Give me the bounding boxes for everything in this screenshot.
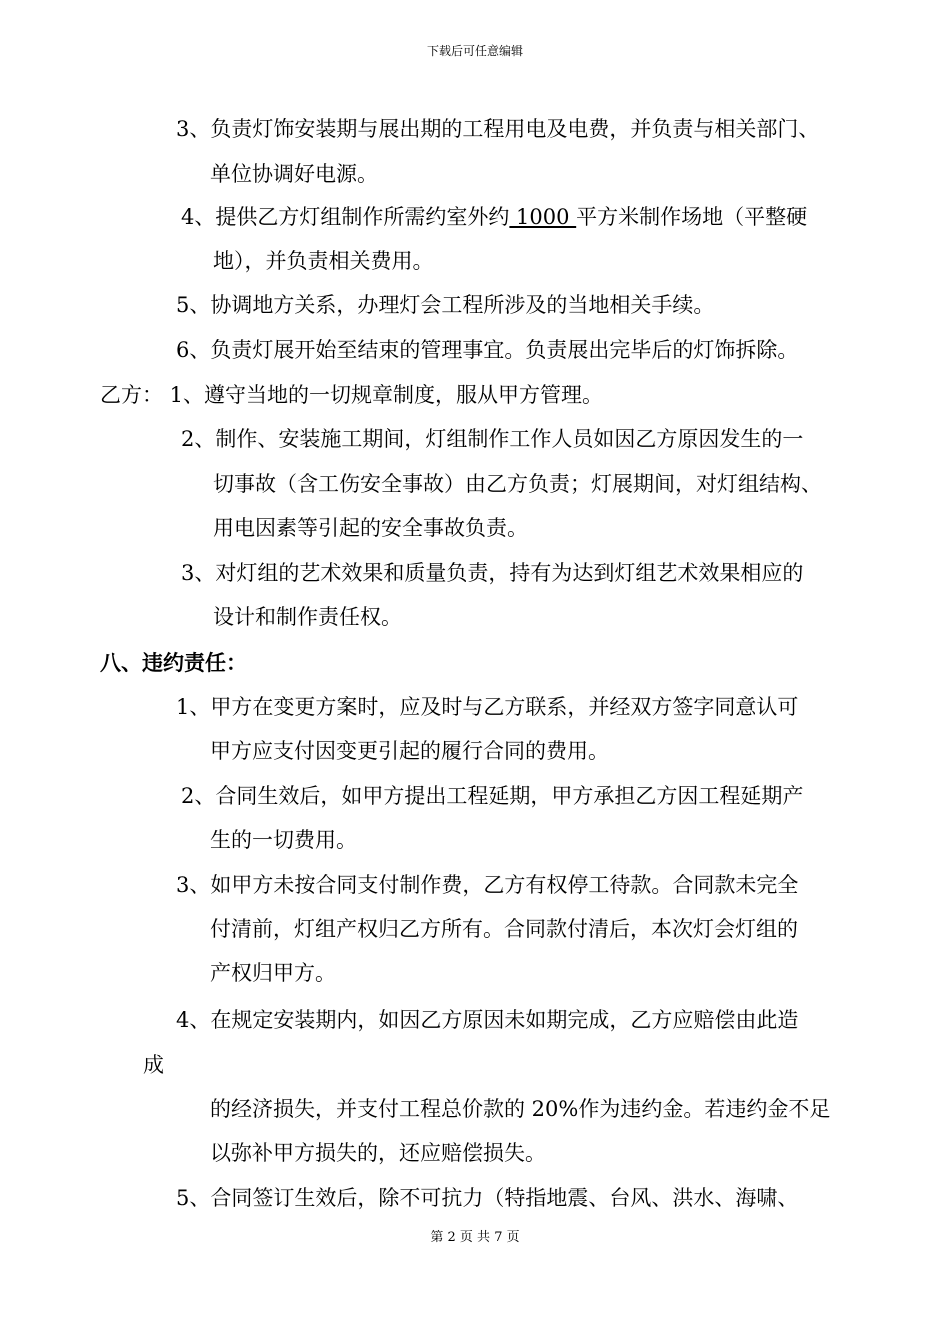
clause-a4-text-post: 平方米制作场地（平整硬 [576,205,808,229]
clause-b3-line2: 设计和制作责任权。 [213,605,402,629]
clause-c5-line1: 5、合同签订生效后，除不可抗力（特指地震、台风、洪水、海啸、 [176,1186,799,1210]
clause-a6: 6、负责灯展开始至结束的管理事宜。负责展出完毕后的灯饰拆除。 [176,338,799,362]
clause-a4-line1 [181,202,807,232]
clause-a5: 5、协调地方关系，办理灯会工程所涉及的当地相关手续。 [176,293,715,317]
page-footer: 第 2 页 共 7 页 [430,1230,520,1245]
page-header: 下载后可任意编辑 [426,44,523,58]
clause-a3-line1: 3、负责灯饰安装期与展出期的工程用电及电费，并负责与相关部门、 [176,117,820,141]
clause-c2-line1: 2、合同生效后，如甲方提出工程延期，甲方承担乙方因工程延期产 [181,784,804,808]
clause-a3-line2: 单位协调好电源。 [210,162,378,186]
clause-b2-line2: 切事故（含工伤安全事故）由乙方负责；灯展期间，对灯组结构、 [213,472,822,496]
clause-b1: 乙方： 1、遵守当地的一切规章制度，服从甲方管理。 [100,383,604,407]
clause-c4-line3: 的经济损失，并支付工程总价款的 20%作为违约金。若违约金不足 [210,1097,831,1121]
clause-c4-line4: 以弥补甲方损失的，还应赔偿损失。 [210,1141,546,1165]
clause-b3-line1: 3、对灯组的艺术效果和质量负责，持有为达到灯组艺术效果相应的 [181,561,804,585]
clause-c1-line1: 1、甲方在变更方案时，应及时与乙方联系，并经双方签字同意认可 [176,695,799,719]
clause-c2-line2: 生的一切费用。 [210,828,357,852]
clause-c4-line1: 4、在规定安装期内，如因乙方原因未如期完成，乙方应赔偿由此造 [176,1008,799,1032]
clause-a4-line2: 地），并负责相关费用。 [213,249,434,273]
area-value: 1000 [509,205,577,229]
clause-b2-line1: 2、制作、安装施工期间，灯组制作工作人员如因乙方原因发生的一 [181,427,804,451]
clause-c3-line3: 产权归甲方。 [210,961,336,985]
section-heading-8: 八、违约责任： [100,650,247,675]
clause-a4-text-pre: 4、提供乙方灯组制作所需约室外约 [181,205,510,229]
clause-c1-line2: 甲方应支付因变更引起的履行合同的费用。 [210,739,609,763]
clause-c3-line1: 3、如甲方未按合同支付制作费，乙方有权停工待款。合同款未完全 [176,873,799,897]
clause-b2-line3: 用电因素等引起的安全事故负责。 [213,516,528,540]
clause-c3-line2: 付清前，灯组产权归乙方所有。合同款付清后，本次灯会灯组的 [210,917,798,941]
clause-c4-line2: 成 [143,1053,164,1077]
